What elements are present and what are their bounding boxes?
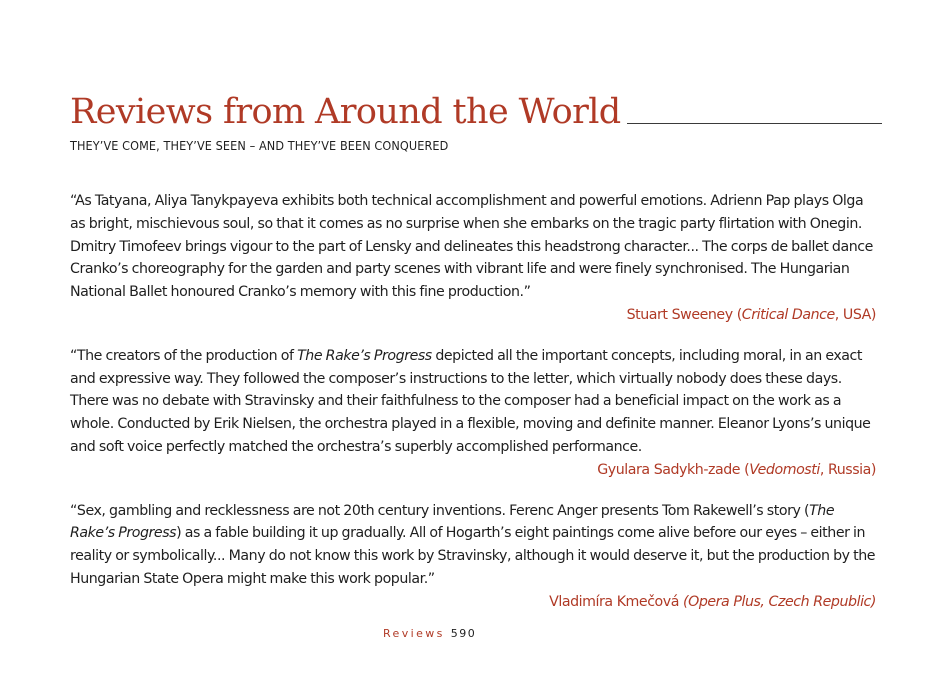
review-quote [70, 500, 876, 591]
footer-section-name: Reviews [383, 627, 445, 640]
page-title: Reviews from Around the World [70, 92, 621, 132]
review-quote-text: “Sex, gambling and recklessness are not 20th century inventions. Ferenc Anger presents Tom Rakewell’s story ( [70, 502, 810, 519]
review-quote-text: depicted all the important concepts, including moral, in an exact and expressive way. They followed the composer’s instructions to the letter, which virtually nobody does these days. There was no debate with Stravinsky and their faithfulness to the composer had a beneficial impact on the work as a whole. Conducted by Erik Nielsen, the orchestra played in a flexible, moving and definite manner. Eleanor Lyons’s unique and soft voice perfectly matched the orchestra’s superbly accomplished performance. [70, 347, 871, 455]
review-publication: Vedomosti [749, 461, 820, 478]
review-item [70, 500, 876, 614]
reviews-list [70, 190, 876, 614]
review-quote-text: ) as a fable building it up gradually. All of Hogarth’s eight paintings come alive before our eyes – either in reality or symbolically... Many do not know this work by Stravinsky, although it would deserve it, but the production by the Hungarian State Opera might make this work popular.” [70, 525, 876, 587]
review-publication: (Opera Plus, Czech Republic) [683, 593, 876, 610]
review-quote: “As Tatyana, Aliya Tanykpayeva exhibits both technical accomplishment and powerful emotions. Adrienn Pap plays Olga as bright, mischievous soul, so that it comes as no surprise when she embarks on the tragic party flirtation with Onegin. Dmitry Timofeev brings vigour to the part of Lensky and delineates this headstrong character... The corps de ballet dance Cranko’s choreography for the garden and party scenes with vibrant life and were finely synchronised. The Hungarian National Ballet honoured Cranko’s memory with this fine production.” [70, 193, 873, 301]
review-item [70, 190, 876, 327]
page-number: 590 [450, 627, 477, 640]
heading-row [70, 92, 882, 132]
review-publication: Critical Dance [741, 306, 835, 323]
review-origin: , USA) [834, 306, 876, 323]
review-quote-text: “The creators of the production of [70, 347, 298, 364]
title-rule [627, 123, 882, 124]
review-author: Vladimíra Kmečová [549, 593, 684, 610]
review-author: Stuart Sweeney ( [626, 306, 742, 323]
review-quote-work-title: The Rake’s Progress [297, 347, 432, 364]
review-quote-work-title: The Rake’s Progress [70, 502, 835, 542]
review-attribution [70, 304, 876, 327]
review-quote [70, 345, 876, 459]
page-subtitle: THEY’VE COME, THEY’VE SEEN – AND THEY’VE BEEN CONQUERED [70, 139, 449, 153]
review-attribution [70, 459, 876, 482]
review-author: Gyulara Sadykh-zade ( [597, 461, 750, 478]
review-attribution [70, 591, 876, 614]
page-footer [383, 627, 476, 640]
review-origin: , Russia) [819, 461, 876, 478]
review-item [70, 345, 876, 482]
